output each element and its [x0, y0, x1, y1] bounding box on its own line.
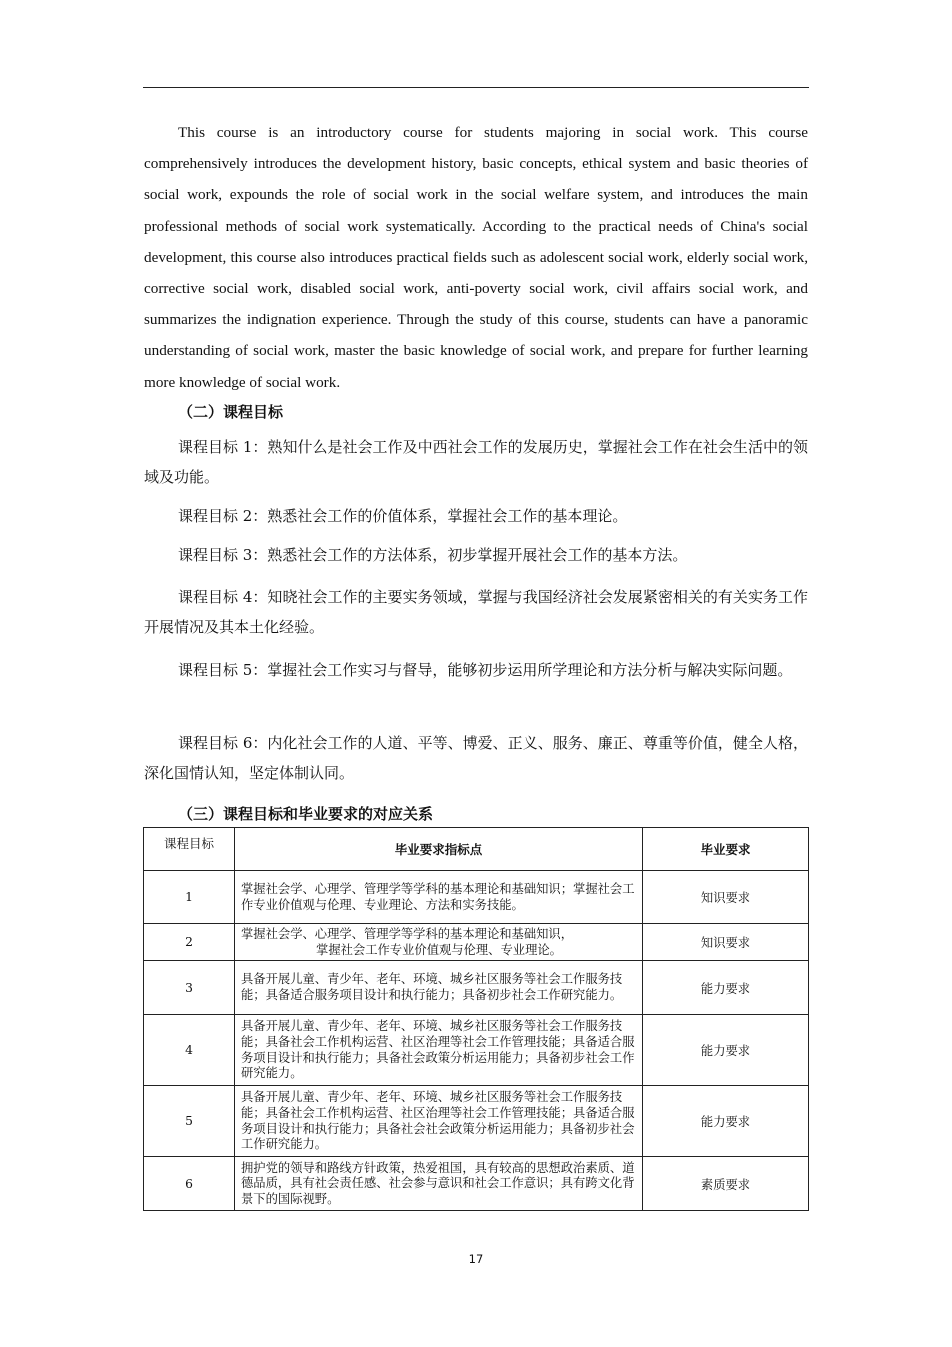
table-row — [144, 924, 809, 961]
indicator-points: 掌握社会学、心理学、管理学等学科的基本理论和基础知识；掌握社会工作专业价值观与伦理、专业理论、方法和实务技能。 — [235, 871, 643, 924]
table-row — [144, 871, 809, 924]
goal-number: 4 — [144, 1015, 235, 1086]
english-description-paragraph: This course is an introductory course for students majoring in social work. This course comprehensively introduces the development history, basic concepts, ethical system and basic theories of social work, expounds the role of social work in the social welfare system, and introduces the main professional methods of social work systematically. According to the practical needs of China's social development, this course also introduces practical fields such as adolescent social work, elderly social work, corrective social work, disabled social work, anti-poverty social work, civil affairs social work, and summarizes the indignation experience. Through the study of this course, students can have a panoramic understanding of social work, master the basic knowledge of social work, and prepare for further learning more knowledge of social work. — [144, 124, 808, 391]
table-row — [144, 1086, 809, 1157]
table-row — [144, 961, 809, 1015]
requirement-type: 能力要求 — [643, 1086, 809, 1157]
header-rule — [143, 87, 809, 88]
course-goal-5: 课程目标 5：掌握社会工作实习与督导，能够初步运用所学理论和方法分析与解决实际问题。 — [178, 661, 793, 679]
goal-number: 2 — [144, 924, 235, 961]
requirement-type: 知识要求 — [643, 871, 809, 924]
course-goal-1: 课程目标 1：熟知什么是社会工作及中西社会工作的发展历史，掌握社会工作在社会生活中的领域及功能。 — [144, 438, 808, 486]
course-goal-3: 课程目标 3：熟悉社会工作的方法体系，初步掌握开展社会工作的基本方法。 — [178, 546, 688, 564]
table-header-row — [144, 828, 809, 871]
indicator-points: 具备开展儿童、青少年、老年、环境、城乡社区服务等社会工作服务技能；具备社会工作机构运营、社区治理等社会工作管理技能；具备适合服务项目设计和执行能力；具备社会社会政策分析运用能力；具备初步社会工作研究能力。 — [235, 1086, 643, 1157]
header-course-goal: 课程目标 — [144, 828, 235, 871]
requirement-type: 能力要求 — [643, 1015, 809, 1086]
goal-number: 6 — [144, 1157, 235, 1211]
indicator-points — [235, 924, 643, 961]
requirement-type: 素质要求 — [643, 1157, 809, 1211]
page-number: 17 — [468, 1252, 484, 1266]
table-row — [144, 1015, 809, 1086]
requirement-type: 知识要求 — [643, 924, 809, 961]
goal-number: 5 — [144, 1086, 235, 1157]
goal-number: 3 — [144, 961, 235, 1015]
goal-number: 1 — [144, 871, 235, 924]
indicator-points: 拥护党的领导和路线方针政策，热爱祖国，具有较高的思想政治素质、道德品质，具有社会责任感、社会参与意识和社会工作意识；具有跨文化背景下的国际视野。 — [235, 1157, 643, 1211]
indicator-points-line-2: 掌握社会工作专业价值观与伦理、专业理论。 — [316, 942, 562, 957]
indicator-points: 具备开展儿童、青少年、老年、环境、城乡社区服务等社会工作服务技能；具备社会工作机构运营、社区治理等社会工作管理技能；具备适合服务项目设计和执行能力；具备社会政策分析运用能力；具备初步社会工作研究能力。 — [235, 1015, 643, 1086]
course-goal-4: 课程目标 4：知晓社会工作的主要实务领域，掌握与我国经济社会发展紧密相关的有关实务工作开展情况及其本土化经验。 — [144, 588, 808, 636]
header-graduation-requirement: 毕业要求 — [643, 828, 809, 871]
table-row — [144, 1157, 809, 1211]
course-goal-2: 课程目标 2：熟悉社会工作的价值体系，掌握社会工作的基本理论。 — [178, 507, 628, 525]
indicator-points: 具备开展儿童、青少年、老年、环境、城乡社区服务等社会工作服务技能；具备适合服务项目设计和执行能力；具备初步社会工作研究能力。 — [235, 961, 643, 1015]
header-indicator-points: 毕业要求指标点 — [235, 828, 643, 871]
goal-requirement-table — [143, 827, 809, 1211]
requirement-type: 能力要求 — [643, 961, 809, 1015]
section-heading-goal-mapping: （三）课程目标和毕业要求的对应关系 — [178, 805, 434, 823]
section-heading-course-goals: （二）课程目标 — [178, 403, 284, 421]
indicator-points-line-1: 掌握社会学、心理学、管理学等学科的基本理论和基础知识， — [241, 926, 574, 941]
course-goal-6: 课程目标 6：内化社会工作的人道、平等、博爱、正义、服务、廉正、尊重等价值，健全人格，深化国情认知，坚定体制认同。 — [144, 734, 808, 782]
